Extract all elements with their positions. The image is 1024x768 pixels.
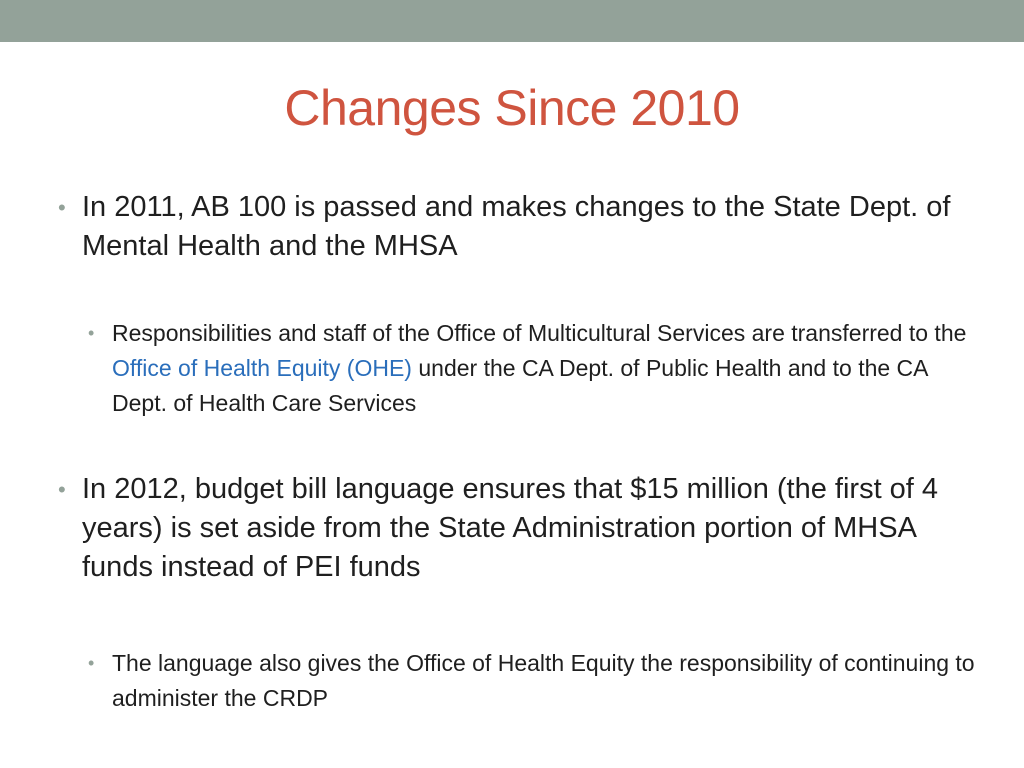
bullet-item-2012 <box>58 470 968 587</box>
sub-bullet-item-ohe-transfer <box>88 316 978 421</box>
sub-bullet-text: The language also gives the Office of Health Equity the responsibility of continuing to administer the CRDP <box>112 650 975 711</box>
bullet-marker-icon: • <box>58 195 66 220</box>
office-of-health-equity-link[interactable]: Office of Health Equity (OHE) <box>112 355 412 381</box>
sub-bullet-text-before-link: Responsibilities and staff of the Office of Multicultural Services are transferred to the <box>112 320 967 346</box>
bullet-marker-icon: • <box>58 477 66 502</box>
sub-bullet-text-after-link: under the CA Dept. of Public Health and to the CA Dept. of Health Care Services <box>112 355 928 416</box>
bullet-text: In 2011, AB 100 is passed and makes changes to the State Dept. of Mental Health and the MHSA <box>82 191 951 262</box>
bullet-text: In 2012, budget bill language ensures that $15 million (the first of 4 years) is set aside from the State Administration portion of MHSA funds instead of PEI funds <box>82 473 939 583</box>
slide-title: Changes Since 2010 <box>284 80 740 136</box>
sub-bullet-marker-icon: • <box>88 653 95 673</box>
sub-bullet-text <box>112 316 978 421</box>
sub-bullet-item-crdp <box>88 646 978 716</box>
top-accent-band <box>0 0 1024 42</box>
bullet-item-2011 <box>58 188 968 266</box>
sub-bullet-marker-icon: • <box>88 323 95 343</box>
